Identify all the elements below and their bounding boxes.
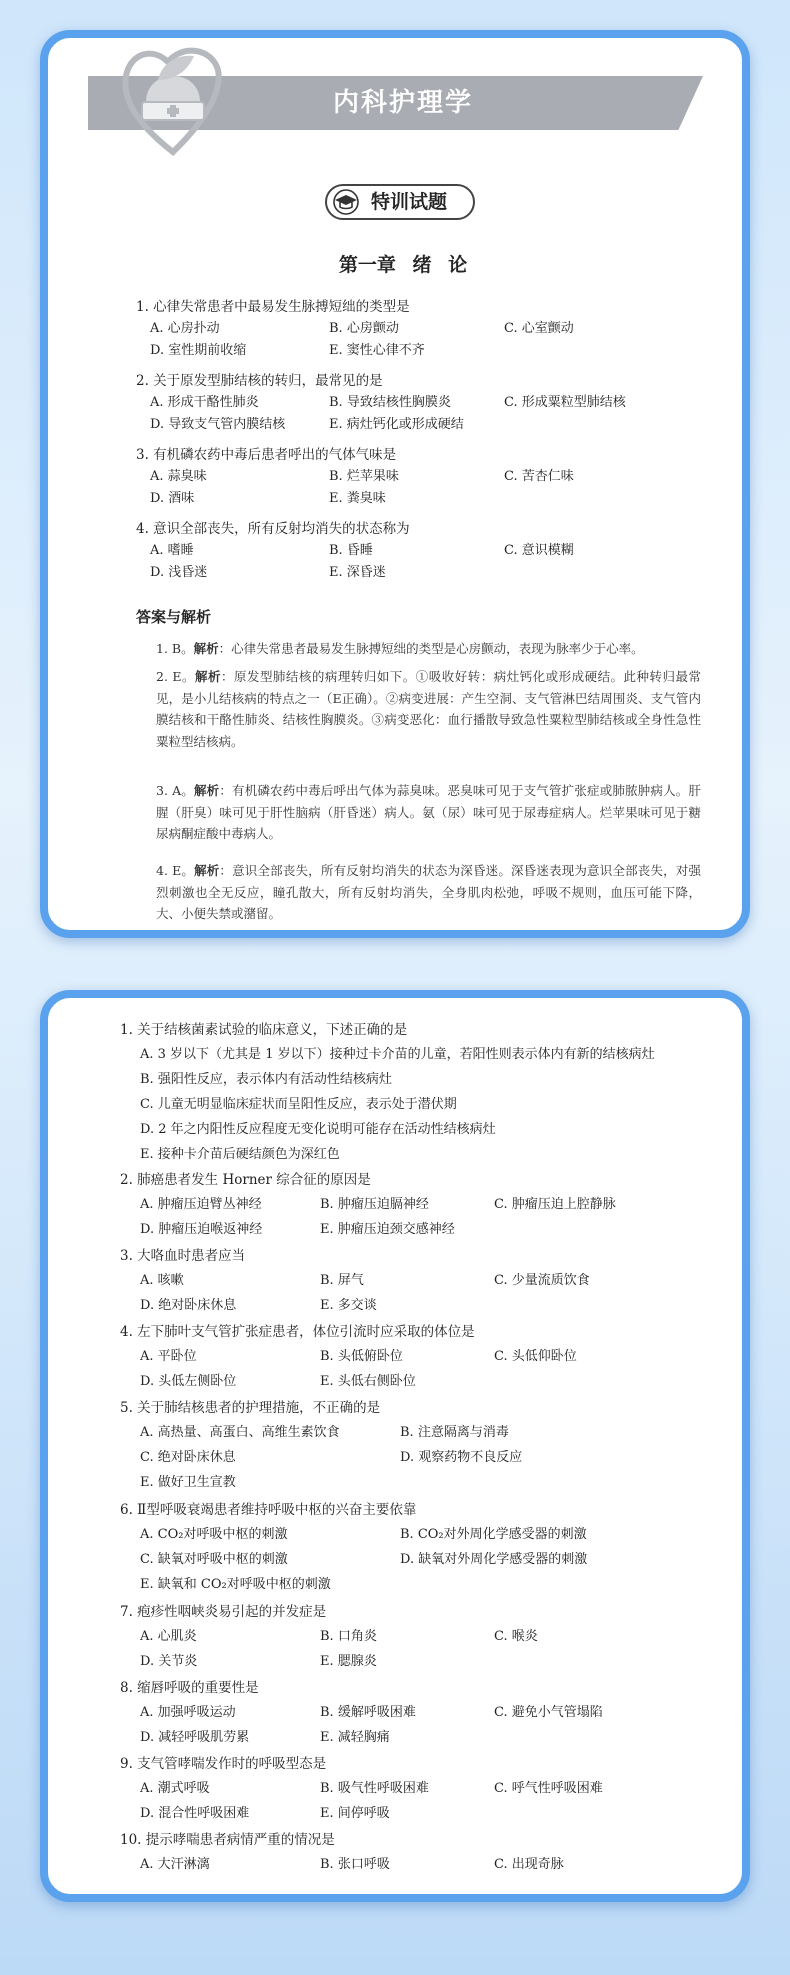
option-e: E. 接种卡介苗后硬结颜色为深红色 xyxy=(140,1147,340,1162)
question-block xyxy=(120,1018,655,1167)
option-a: A. 3 岁以下（尤其是 1 岁以下）接种过卡介苗的儿童，若阳性则表示体内有新的结核病灶 xyxy=(140,1047,655,1062)
option-d: D. 酒味 xyxy=(150,491,195,506)
question-stem: 6. Ⅱ型呼吸衰竭患者维持呼吸中枢的兴奋主要依靠 xyxy=(120,1502,417,1518)
answer-item: 3. A。解析：有机磷农药中毒后呼出气体为蒜臭味。恶臭味可见于支气管扩张症或肺脓肿病人。肝腥（肝臭）味可见于肝性脑病（肝昏迷）病人。氨（尿）味可见于尿毒症病人。烂苹果味可见于糖尿病酮症酸中毒病人。 xyxy=(156,783,701,841)
option-b: B. 昏睡 xyxy=(329,543,373,558)
question-block xyxy=(136,296,696,362)
badge-label: 特训试题 xyxy=(371,191,448,213)
page-card-2 xyxy=(40,990,750,1902)
answers-heading: 答案与解析 xyxy=(136,608,212,626)
option-c: C. 意识模糊 xyxy=(504,543,574,558)
option-d: D. 肿瘤压迫喉返神经 xyxy=(140,1222,263,1237)
question-block xyxy=(120,1600,700,1674)
option-a: A. 平卧位 xyxy=(140,1349,197,1364)
analysis-label: 解析 xyxy=(193,783,220,798)
option-a: A. 大汗淋漓 xyxy=(140,1857,210,1872)
option-d: D. 室性期前收缩 xyxy=(150,343,247,358)
question-stem: 4. 意识全部丧失，所有反射均消失的状态称为 xyxy=(136,521,410,537)
option-e: E. 头低右侧卧位 xyxy=(320,1374,416,1389)
answer-item: 2. E。解析：原发型肺结核的病理转归如下。①吸收好转：病灶钙化或形成硬结。此种转归最常见，是小儿结核病的特点之一（E正确）。②病变进展：产生空洞、支气管淋巴结周围炎、支气管内膜结核和干酪性肺炎、结核性胸膜炎。③病变恶化：血行播散导致急性粟粒型肺结核或全身性急性粟粒型结核病。 xyxy=(156,669,701,749)
option-d: D. 导致支气管内膜结核 xyxy=(150,417,286,432)
answer-text: 有机磷农药中毒后呼出气体为蒜臭味。恶臭味可见于支气管扩张症或肺脓肿病人。肝腥（肝臭）味可见于肝性脑病（肝昏迷）病人。氨（尿）味可见于尿毒症病人。烂苹果味可见于糖尿病酮症酸中毒病人。 xyxy=(156,783,701,841)
option-c: C. 出现奇脉 xyxy=(494,1857,564,1872)
answer-text: 意识全部丧失，所有反射均消失的状态为深昏迷。深昏迷表现为意识全部丧失，对强烈刺激也全无反应，瞳孔散大，所有反射均消失，全身肌肉松弛，呼吸不规则，血压可能下降，大、小便失禁或潴留。 xyxy=(156,863,701,921)
option-a: A. 加强呼吸运动 xyxy=(140,1705,236,1720)
answer-number: 4. E。 xyxy=(156,863,195,878)
option-c: C. 绝对卧床休息 xyxy=(140,1450,236,1465)
option-d: D. 混合性呼吸困难 xyxy=(140,1806,250,1821)
option-a: A. 潮式呼吸 xyxy=(140,1781,210,1796)
option-c: C. 缺氧对呼吸中枢的刺激 xyxy=(140,1552,288,1567)
analysis-label: 解析 xyxy=(193,641,219,656)
option-e: E. 窦性心律不齐 xyxy=(329,343,425,358)
option-d: D. 头低左侧卧位 xyxy=(140,1374,237,1389)
option-c: C. 头低仰卧位 xyxy=(494,1349,577,1364)
question-stem: 10. 提示哮喘患者病情严重的情况是 xyxy=(120,1832,335,1848)
option-e: E. 缺氧和 CO₂对呼吸中枢的刺激 xyxy=(140,1577,331,1592)
option-b: B. 张口呼吸 xyxy=(320,1857,390,1872)
option-c: C. 心室颤动 xyxy=(504,321,574,336)
option-c: C. 少量流质饮食 xyxy=(494,1273,590,1288)
option-c: C. 苦杏仁味 xyxy=(504,469,574,484)
question-stem: 7. 疱疹性咽峡炎易引起的并发症是 xyxy=(120,1604,327,1620)
answer-number: 3. A。 xyxy=(156,783,194,798)
training-questions-badge xyxy=(325,184,475,220)
question-stem: 5. 关于肺结核患者的护理措施，不正确的是 xyxy=(120,1400,381,1416)
option-b: B. 吸气性呼吸困难 xyxy=(320,1781,429,1796)
question-stem: 3. 有机磷农药中毒后患者呼出的气体气味是 xyxy=(136,447,397,463)
question-block xyxy=(120,1320,700,1394)
chapter-title: 第一章 绪 论 xyxy=(338,254,468,276)
option-b: B. 导致结核性胸膜炎 xyxy=(329,395,451,410)
option-c: C. 肿瘤压迫上腔静脉 xyxy=(494,1197,616,1212)
option-e: E. 减轻胸痛 xyxy=(320,1730,390,1745)
question-block xyxy=(120,1498,700,1597)
question-stem: 2. 关于原发型肺结核的转归，最常见的是 xyxy=(136,373,383,389)
answer-number: 2. E。 xyxy=(156,669,195,684)
question-block xyxy=(136,518,696,584)
option-d: D. 缺氧对外周化学感受器的刺激 xyxy=(400,1552,588,1567)
option-d: D. 绝对卧床休息 xyxy=(140,1298,237,1313)
option-b: B. CO₂对外周化学感受器的刺激 xyxy=(400,1527,587,1542)
question-stem: 9. 支气管哮喘发作时的呼吸型态是 xyxy=(120,1756,327,1772)
question-stem: 3. 大咯血时患者应当 xyxy=(120,1248,246,1264)
question-block xyxy=(120,1168,700,1242)
question-block xyxy=(120,1396,700,1495)
option-a: A. 形成干酪性肺炎 xyxy=(150,395,259,410)
option-e: E. 肿瘤压迫颈交感神经 xyxy=(320,1222,455,1237)
question-block xyxy=(120,1676,700,1750)
question-block xyxy=(136,370,696,436)
analysis-label: 解析 xyxy=(194,863,220,878)
option-a: A. 心房扑动 xyxy=(150,321,220,336)
option-a: A. 蒜臭味 xyxy=(150,469,207,484)
option-a: A. 肿瘤压迫臂丛神经 xyxy=(140,1197,262,1212)
option-b: B. 烂苹果味 xyxy=(329,469,399,484)
answer-text: 心律失常患者最易发生脉搏短绌的类型是心房颤动，表现为脉率少于心率。 xyxy=(231,641,644,656)
option-c: C. 喉炎 xyxy=(494,1629,538,1644)
option-b: B. 肿瘤压迫膈神经 xyxy=(320,1197,429,1212)
graduation-cap-icon xyxy=(331,189,361,215)
option-c: C. 儿童无明显临床症状而呈阳性反应，表示处于潜伏期 xyxy=(140,1097,457,1112)
question-block xyxy=(120,1244,700,1318)
question-block xyxy=(120,1752,700,1826)
question-stem: 2. 肺癌患者发生 Horner 综合征的原因是 xyxy=(120,1172,371,1188)
option-e: E. 粪臭味 xyxy=(329,491,386,506)
option-d: D. 观察药物不良反应 xyxy=(400,1450,523,1465)
option-d: D. 浅昏迷 xyxy=(150,565,208,580)
question-block xyxy=(120,1828,700,1877)
option-d: D. 2 年之内阳性反应程度无变化说明可能存在活动性结核病灶 xyxy=(140,1122,496,1137)
option-d: D. 减轻呼吸肌劳累 xyxy=(140,1730,250,1745)
page-card-1 xyxy=(40,30,750,938)
option-c: C. 呼气性呼吸困难 xyxy=(494,1781,603,1796)
answer-item: 1. B。解析：心律失常患者最易发生脉搏短绌的类型是心房颤动，表现为脉率少于心率。 xyxy=(156,641,644,656)
option-a: A. 咳嗽 xyxy=(140,1273,184,1288)
question-stem: 4. 左下肺叶支气管扩张症患者，体位引流时应采取的体位是 xyxy=(120,1324,475,1340)
option-e: E. 间停呼吸 xyxy=(320,1806,390,1821)
option-e: E. 深昏迷 xyxy=(329,565,386,580)
option-e: E. 腮腺炎 xyxy=(320,1654,377,1669)
answer-number: 1. B。 xyxy=(156,641,194,656)
option-a: A. 高热量、高蛋白、高维生素饮食 xyxy=(140,1425,340,1440)
option-c: C. 形成粟粒型肺结核 xyxy=(504,395,626,410)
option-a: A. CO₂对呼吸中枢的刺激 xyxy=(140,1527,288,1542)
question-stem: 8. 缩唇呼吸的重要性是 xyxy=(120,1680,259,1696)
answer-item: 4. E。解析：意识全部丧失，所有反射均消失的状态为深昏迷。深昏迷表现为意识全部丧失，对强烈刺激也全无反应，瞳孔散大，所有反射均消失，全身肌肉松弛，呼吸不规则，血压可能下降，大、小便失禁或潴留。 xyxy=(156,863,701,921)
option-b: B. 缓解呼吸困难 xyxy=(320,1705,416,1720)
option-c: C. 避免小气管塌陷 xyxy=(494,1705,603,1720)
option-e: E. 多交谈 xyxy=(320,1298,377,1313)
option-d: D. 关节炎 xyxy=(140,1654,198,1669)
option-a: A. 嗜睡 xyxy=(150,543,194,558)
question-stem: 1. 心律失常患者中最易发生脉搏短绌的类型是 xyxy=(136,299,410,315)
answer-text: 原发型肺结核的病理转归如下。①吸收好转：病灶钙化或形成硬结。此种转归最常见，是小儿结核病的特点之一（E正确）。②病变进展：产生空洞、支气管淋巴结周围炎、支气管内膜结核和干酪性肺炎、结核性胸膜炎。③病变恶化：血行播散导致急性粟粒型肺结核或全身性急性粟粒型结核病。 xyxy=(156,669,701,749)
question-block xyxy=(136,444,696,510)
option-b: B. 口角炎 xyxy=(320,1629,377,1644)
option-e: E. 做好卫生宣教 xyxy=(140,1475,236,1490)
analysis-label: 解析 xyxy=(194,669,221,684)
option-a: A. 心肌炎 xyxy=(140,1629,197,1644)
option-b: B. 心房颤动 xyxy=(329,321,399,336)
option-b: B. 屏气 xyxy=(320,1273,364,1288)
option-b: B. 头低俯卧位 xyxy=(320,1349,403,1364)
option-b: B. 注意隔离与消毒 xyxy=(400,1425,509,1440)
option-b: B. 强阳性反应，表示体内有活动性结核病灶 xyxy=(140,1072,392,1087)
question-stem: 1. 关于结核菌素试验的临床意义，下述正确的是 xyxy=(120,1022,408,1038)
book-title: 内科护理学 xyxy=(332,88,473,118)
option-e: E. 病灶钙化或形成硬结 xyxy=(329,417,464,432)
